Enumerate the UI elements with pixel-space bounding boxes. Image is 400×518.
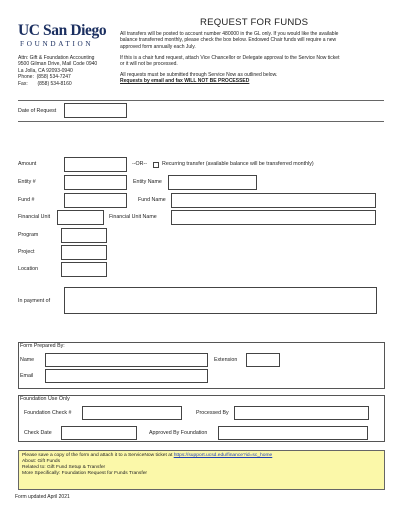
in-payment-of-field[interactable] <box>64 287 377 314</box>
project-field[interactable] <box>61 245 107 260</box>
entity-number-label: Entity # <box>18 179 36 185</box>
check-date-field[interactable] <box>61 426 137 440</box>
prepared-by-heading: Form Prepared By: <box>20 343 65 349</box>
program-label: Program <box>18 232 39 238</box>
financial-unit-name-field[interactable] <box>171 210 376 225</box>
processed-by-field[interactable] <box>234 406 369 420</box>
recurring-label: Recurring transfer (available balance will be transferred monthly) <box>162 161 314 167</box>
logo: UC San Diego <box>18 22 107 39</box>
page-title: REQUEST FOR FUNDS <box>200 17 309 28</box>
name-field[interactable] <box>45 353 208 367</box>
notice-related: Related to: Gift Fund Setup & Transfer <box>22 465 106 470</box>
entity-name-field[interactable] <box>168 175 257 190</box>
program-field[interactable] <box>61 228 107 243</box>
financial-unit-label: Financial Unit <box>18 214 51 220</box>
logo-foundation: FOUNDATION <box>20 40 94 48</box>
recurring-checkbox[interactable] <box>153 162 159 168</box>
date-of-request-label: Date of Request <box>18 108 57 114</box>
approved-by-field[interactable] <box>218 426 368 440</box>
notice-text: Please save a copy of the form and attach it to a ServiceNow ticket at <box>22 453 174 458</box>
divider <box>18 121 384 122</box>
email-field[interactable] <box>45 369 208 383</box>
entity-name-label: Entity Name <box>133 179 162 185</box>
fund-number-label: Fund # <box>18 197 35 203</box>
fund-number-field[interactable] <box>64 193 127 208</box>
processed-by-label: Processed By <box>196 410 229 416</box>
email-label: Email <box>20 373 34 379</box>
amount-field[interactable] <box>64 157 127 172</box>
warning-text: Requests by email and fax WILL NOT BE PROCESSED <box>120 78 250 85</box>
in-payment-of-label: In payment of <box>18 298 51 304</box>
project-label: Project <box>18 249 35 255</box>
entity-number-field[interactable] <box>64 175 127 190</box>
foundation-use-heading: Foundation Use Only <box>20 396 70 402</box>
date-of-request-field[interactable] <box>64 103 127 118</box>
location-label: Location <box>18 266 39 272</box>
notice-about: About: Gift Funds <box>22 459 61 464</box>
check-date-label: Check Date <box>24 430 52 436</box>
fund-name-field[interactable] <box>171 193 376 208</box>
extension-label: Extension <box>214 357 238 363</box>
mailing-address: Attn: Gift & Foundation Accounting 9500 Gilman Drive, Mail Code 0940 La Jolla, CA 92093-0940 Phone: (858) 534-7247 Fax: (858) 534-8160 <box>18 55 98 87</box>
check-number-field[interactable] <box>82 406 182 420</box>
or-separator: --OR-- <box>132 161 148 167</box>
financial-unit-field[interactable] <box>57 210 104 225</box>
location-field[interactable] <box>61 262 107 277</box>
divider <box>18 100 384 101</box>
instructions: All transfers will be posted to account number 480000 in the GL only. If you would like the available balance transferred monthly, please check the box below. Endowed Chair funds will require a new approved form annually each July. If this is a chair fund request, attach Vice Chancellor or Delegate approval to the Service Now ticket or it will not be processed. All requests must be submitted through Service Now as outlined below. Requests by email and fax WILL NOT BE PROCESSED <box>120 31 400 85</box>
form-updated-note: Form updated April 2021 <box>15 494 70 500</box>
servicenow-link[interactable]: https://support.ucsd.edu/finance?id=sc_home <box>173 453 273 458</box>
notice-specifically: More Specifically: Foundation Request for Funds Transfer <box>22 471 148 476</box>
check-number-label: Foundation Check # <box>24 410 72 416</box>
fund-name-label: Fund Name <box>138 197 166 203</box>
servicenow-notice <box>18 450 385 490</box>
extension-field[interactable] <box>246 353 280 367</box>
approved-by-label: Approved By Foundation <box>149 430 208 436</box>
financial-unit-name-label: Financial Unit Name <box>109 214 157 220</box>
amount-label: Amount <box>18 161 37 167</box>
name-label: Name <box>20 357 35 363</box>
